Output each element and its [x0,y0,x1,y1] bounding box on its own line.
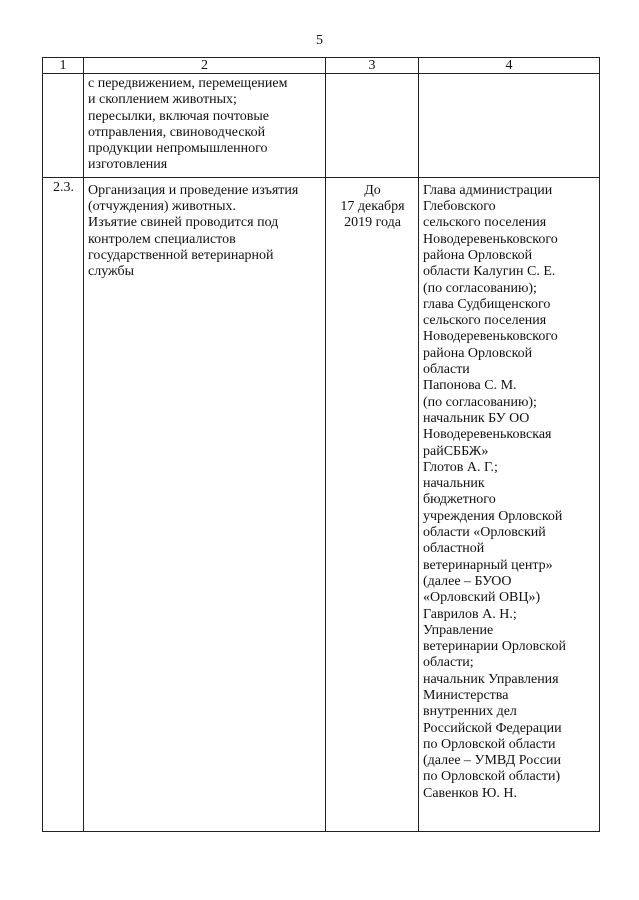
header-col-3: 3 [326,58,419,74]
header-col-2: 2 [84,58,326,74]
responsible-line: района Орловской [423,247,533,263]
measures-table [42,57,600,832]
page-number: 5 [316,33,323,48]
text-line: и скоплением животных; [88,92,237,108]
deadline-line: 2019 года [344,215,401,231]
responsible-line: областной [423,541,485,557]
header-col-4: 4 [419,58,600,74]
header-col-1: 1 [43,58,84,74]
row-number: 2.3. [43,177,84,831]
responsible-line: (по согласованию); [423,394,537,410]
text-line: с передвижением, перемещением [88,76,288,91]
responsible-line: области [423,362,470,378]
responsible-line: начальник [423,476,485,492]
responsible-line: ветеринарный центр» [423,557,553,573]
continuation-responsible-cell [419,74,600,178]
responsible-line: Савенков Ю. Н. [423,785,517,801]
text-line: службы [88,264,135,280]
responsible-line: (далее – БУОО [423,573,512,589]
responsible-line: района Орловской [423,345,533,361]
responsible-line: Управление [423,622,494,638]
text-line: (отчуждения) животных. [88,199,237,215]
responsible-cell [419,177,600,831]
deadline-cell [326,177,419,831]
responsible-line: сельского поселения [423,215,547,231]
responsible-line: Российской Федерации [423,720,562,736]
responsible-line: внутренних дел [423,704,517,720]
text-line: Изъятие свиней проводится под [88,215,279,231]
responsible-line: Папонова С. М. [423,378,517,394]
continuation-deadline-cell [326,74,419,178]
text-line: изготовления [88,157,168,173]
measure-cell [84,177,326,831]
responsible-line: сельского поселения [423,313,547,329]
text-line: контролем специалистов [88,231,236,247]
responsible-line: Новодеревеньковского [423,231,558,247]
responsible-line: (далее – УМВД России [423,753,561,769]
responsible-line: по Орловской области [423,736,556,752]
responsible-line: Новодеревеньковская [423,427,552,443]
responsible-line: области; [423,655,474,671]
text-line: отправления, свиноводческой [88,124,266,140]
responsible-line: «Орловский ОВЦ») [423,590,541,606]
responsible-line: по Орловской области) [423,769,561,785]
text-line: государственной ветеринарной [88,247,274,263]
responsible-line: Глава администрации [423,182,553,198]
responsible-line: ветеринарии Орловской [423,639,566,655]
responsible-line: области «Орловский [423,525,546,541]
responsible-line: области Калугин С. Е. [423,264,556,280]
responsible-line: (по согласованию); [423,280,537,296]
text-line: пересылки, включая почтовые [88,108,270,124]
text-line: Организация и проведение изъятия [88,182,299,198]
responsible-line: глава Судбищенского [423,296,551,312]
responsible-line: райСББЖ» [423,443,489,459]
table-row-continuation [43,74,600,178]
responsible-line: бюджетного [423,492,496,508]
responsible-line: Министерства [423,687,509,703]
responsible-line: начальник Управления [423,671,559,687]
responsible-line: Глебовского [423,199,496,215]
table-row-2-3 [43,177,600,831]
deadline-line: 17 декабря [340,199,405,215]
responsible-line: начальник БУ ОО [423,410,530,426]
responsible-line: Новодеревеньковского [423,329,558,345]
continuation-measure-cell [84,74,326,178]
table-header-row [43,58,600,74]
deadline-line: До [364,182,381,198]
text-line: продукции непромышленного [88,141,268,157]
responsible-line: Гаврилов А. Н.; [423,606,517,622]
continuation-number-cell [43,74,84,178]
responsible-line: Глотов А. Г.; [423,459,498,475]
responsible-line: учреждения Орловской [423,508,563,524]
